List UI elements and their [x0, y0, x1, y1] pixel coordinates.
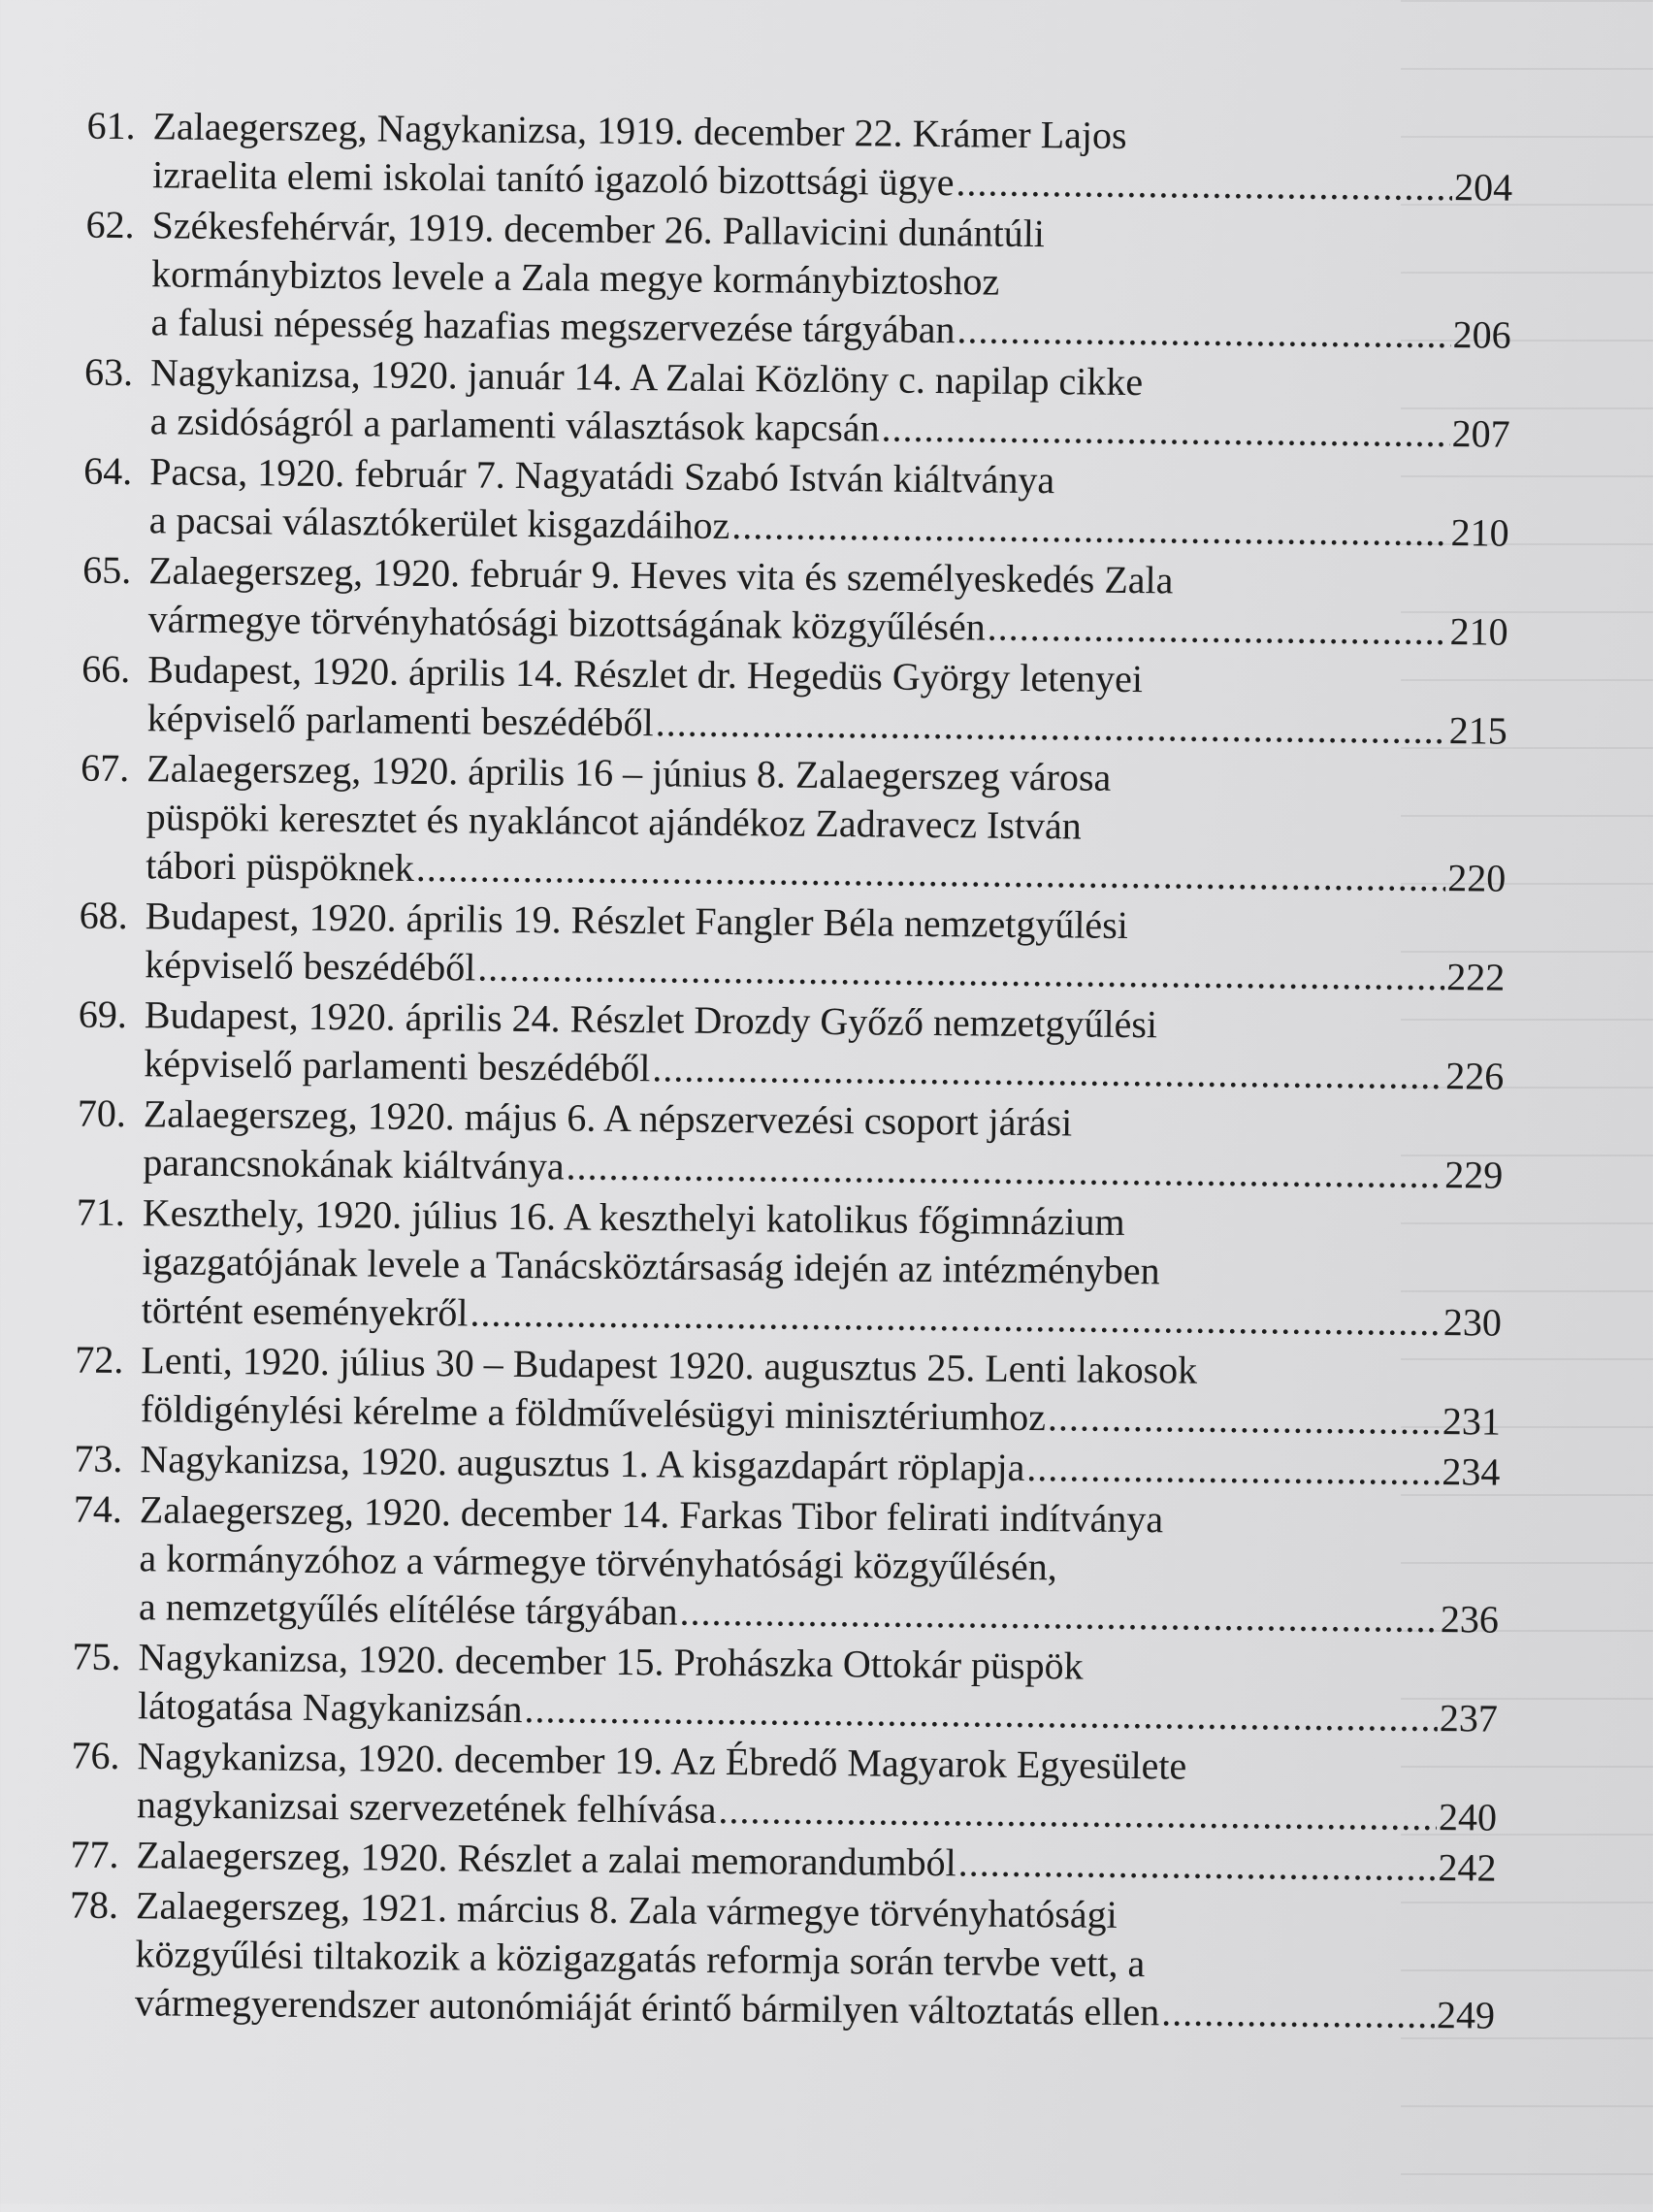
- toc-entry: [84, 201, 1511, 360]
- entry-title-line: képviselő beszédéből: [145, 942, 476, 990]
- entry-title-line: igazgatójának levele a Tanácsköztársaság idején az intézményben: [142, 1239, 1160, 1293]
- entry-title-line: vármegye törvényhatósági bizottságának közgyűlésén: [147, 597, 986, 649]
- page-number: 249: [1436, 1993, 1496, 2037]
- toc-entry: [77, 1090, 1504, 1200]
- dot-leader: [1161, 1988, 1435, 2039]
- toc-entry: [82, 546, 1509, 657]
- entry-title-line: parancsnokának kiáltványa: [143, 1140, 565, 1188]
- entry-title-line: képviselő parlamenti beszédéből: [144, 1041, 651, 1090]
- dot-leader: [656, 699, 1447, 755]
- page-number: 231: [1442, 1399, 1502, 1444]
- entry-title-line: a kormányzóhoz a vármegye törvényhatósági közgyűlésén,: [139, 1536, 1057, 1589]
- toc-entry: [71, 1732, 1498, 1842]
- toc-entry: [81, 645, 1508, 756]
- entry-title-line: a falusi népesség hazafias megszervezése tárgyában: [150, 300, 956, 352]
- toc-entry: [75, 1336, 1502, 1447]
- entry-title-line: Zalaegerszeg, 1920. február 9. Heves vita és személyeskedés Zala: [148, 548, 1174, 602]
- dot-leader: [679, 1588, 1439, 1644]
- page-number: 220: [1447, 856, 1507, 900]
- toc-entry: [80, 744, 1507, 903]
- entry-number: 64.: [82, 448, 133, 494]
- entry-title-line: földigénylési kérelme a földművelésügyi minisztériumhoz: [140, 1386, 1047, 1440]
- entry-title-line: látogatása Nagykanizsán: [137, 1683, 523, 1732]
- entry-title-line: Zalaegerszeg, Nagykanizsa, 1919. december 22. Krámer Lajos: [152, 104, 1127, 157]
- entry-number: 72.: [75, 1337, 124, 1382]
- entry-title-line: vármegyerendszer autonómiáját érintő bármilyen változtatás ellen: [134, 1980, 1160, 2034]
- table-of-contents: [69, 102, 1513, 2042]
- page-number: 210: [1449, 609, 1508, 654]
- entry-title-line: a nemzetgyűlés elítélése tárgyában: [138, 1584, 678, 1634]
- toc-entry: [72, 1633, 1499, 1743]
- entry-number: 67.: [81, 745, 130, 791]
- entry-number: 62.: [85, 202, 135, 247]
- entry-number: 66.: [81, 646, 131, 692]
- entry-title-line: izraelita elemi iskolai tanító igazoló bizottsági ügye: [151, 152, 955, 205]
- page-number: 240: [1438, 1795, 1498, 1839]
- entry-title-line: tábori püspöknek: [146, 843, 415, 890]
- entry-title-line: Nagykanizsa, 1920. január 14. A Zalai Közlöny c. napilap cikke: [149, 350, 1144, 405]
- entry-title-line: képviselő parlamenti beszédéből: [146, 696, 654, 745]
- entry-number: 69.: [78, 992, 128, 1037]
- entry-title-line: Zalaegerszeg, 1920. május 6. A népszervezési csoport járási: [143, 1091, 1073, 1145]
- toc-entry: [82, 447, 1509, 558]
- page-number: 242: [1438, 1845, 1497, 1890]
- page-number: 222: [1446, 955, 1506, 999]
- dot-leader: [470, 1288, 1442, 1347]
- page-number: 229: [1444, 1153, 1504, 1197]
- entry-title-line: Keszthely, 1920. július 16. A keszthelyi katolikus főgimnázium: [142, 1190, 1125, 1244]
- entry-title-line: a pacsai választókerület kisgazdáihoz: [148, 498, 730, 548]
- entry-title-line: Zalaegerszeg, 1920. Részlet a zalai memorandumból: [136, 1833, 956, 1885]
- entry-number: 71.: [76, 1189, 126, 1235]
- dot-leader: [652, 1044, 1443, 1100]
- entry-number: 75.: [72, 1634, 121, 1679]
- entry-number: 77.: [70, 1832, 119, 1877]
- dot-leader: [956, 306, 1451, 359]
- entry-title-line: a zsidóságról a parlamenti választások kapcsán: [149, 399, 880, 450]
- page-number: 234: [1442, 1449, 1501, 1494]
- entry-number: 74.: [73, 1486, 123, 1532]
- entry-title-line: Nagykanizsa, 1920. december 19. Az Ébredő Magyarok Egyesülete: [137, 1734, 1187, 1788]
- toc-entry: [69, 1881, 1496, 2040]
- entry-title-line: közgyűlési tiltakozik a közigazgatás reformja során tervbe vett, a: [135, 1932, 1146, 1986]
- dot-leader: [957, 1838, 1436, 1892]
- entry-title-line: Nagykanizsa, 1920. december 15. Prohászka Ottokár püspök: [138, 1635, 1084, 1688]
- dot-leader: [1048, 1393, 1441, 1446]
- page-number: 236: [1440, 1597, 1500, 1642]
- toc-entry: [73, 1485, 1500, 1644]
- page-number: 230: [1442, 1300, 1503, 1345]
- page-number: 204: [1453, 165, 1513, 210]
- page-number: 226: [1445, 1054, 1505, 1098]
- toc-entry: [86, 102, 1513, 212]
- dot-leader: [718, 1786, 1437, 1841]
- entry-title-line: Nagykanizsa, 1920. augusztus 1. A kisgazdapárt röplapja: [140, 1437, 1025, 1489]
- toc-entry: [78, 991, 1505, 1101]
- entry-number: 65.: [82, 547, 132, 593]
- entry-title-line: Pacsa, 1920. február 7. Nagyatádi Szabó István kiáltványa: [148, 449, 1055, 503]
- toc-entry: [83, 348, 1510, 459]
- page-number: 207: [1451, 411, 1510, 456]
- entry-number: 68.: [79, 893, 129, 938]
- page-number: 215: [1448, 708, 1507, 753]
- entry-number: 76.: [71, 1733, 120, 1778]
- entry-title-line: Budapest, 1920. április 14. Részlet dr. Hegedüs György letenyei: [147, 647, 1144, 701]
- dot-leader: [524, 1685, 1438, 1742]
- toc-entry: [79, 892, 1506, 1002]
- entry-title-line: nagykanizsai szervezetének felhívása: [136, 1782, 717, 1832]
- dot-leader: [566, 1142, 1442, 1199]
- dot-leader: [988, 603, 1448, 657]
- entry-number: 70.: [77, 1090, 127, 1136]
- page-number: 206: [1452, 312, 1511, 357]
- dot-leader: [416, 844, 1446, 902]
- dot-leader: [881, 405, 1450, 459]
- entry-title-line: Zalaegerszeg, 1920. április 16 – június 8. Zalaegerszeg városa: [146, 746, 1112, 799]
- entry-title-line: kormánybiztos levele a Zala megye kormánybiztoshoz: [150, 251, 1000, 304]
- dot-leader: [731, 502, 1449, 557]
- entry-title-line: Lenti, 1920. július 30 – Budapest 1920. augusztus 25. Lenti lakosok: [141, 1338, 1198, 1392]
- entry-title-line: Zalaegerszeg, 1920. december 14. Farkas Tibor felirati indítványa: [139, 1487, 1164, 1542]
- entry-number: 78.: [69, 1882, 119, 1928]
- entry-number: 73.: [74, 1436, 123, 1481]
- entry-title-line: Budapest, 1920. április 19. Részlet Fangler Béla nemzetgyűlési: [145, 894, 1129, 947]
- dot-leader: [1026, 1444, 1440, 1496]
- entry-number: 61.: [86, 103, 136, 148]
- entry-title-line: püspöki keresztet és nyakláncot ajándékoz Zadravecz István: [146, 795, 1082, 848]
- toc-entry: [76, 1188, 1503, 1348]
- page-number: 237: [1439, 1696, 1499, 1740]
- entry-number: 63.: [83, 349, 134, 395]
- dot-leader: [956, 158, 1452, 211]
- entry-title-line: Budapest, 1920. április 24. Részlet Drozdy Győző nemzetgyűlési: [144, 992, 1158, 1047]
- entry-title-line: Székesfehérvár, 1919. december 26. Pallavicini dunántúli: [151, 203, 1046, 256]
- dot-leader: [477, 944, 1444, 1002]
- entry-title-line: Zalaegerszeg, 1921. március 8. Zala vármegye törvényhatósági: [135, 1883, 1118, 1936]
- page-number: 210: [1450, 510, 1509, 555]
- entry-title-line: történt eseményekről: [141, 1287, 469, 1335]
